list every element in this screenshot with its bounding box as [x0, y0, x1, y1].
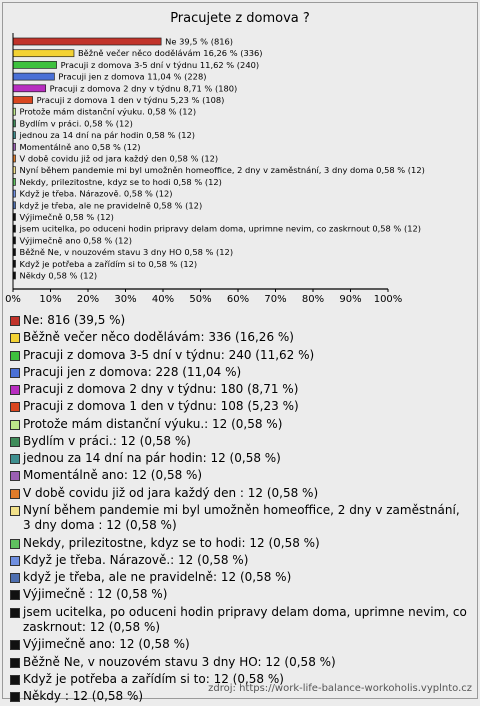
legend-swatch [10, 675, 20, 685]
source-note: zdroj: https://work-life-balance-workoholis.vyplnto.cz [208, 683, 472, 694]
legend-label: Pracuji z domova 2 dny v týdnu: 180 (8,71 %) [23, 382, 299, 396]
legend-label: jsem ucitelka, po oduceni hodin pripravy delam doma, uprimne nevim, co zaskrnout: 12 (0,58 %) [23, 604, 467, 635]
legend-item [8, 313, 470, 329]
legend-swatch [10, 692, 20, 702]
legend-swatch [10, 573, 20, 583]
legend-label: Výjimečně : 12 (0,58 %) [23, 587, 168, 602]
legend-swatch [10, 385, 20, 395]
legend-item [8, 570, 470, 586]
bar-label-6: Protože mám distanční výuku. 0,58 % (12) [19, 106, 197, 117]
legend-item [8, 637, 470, 653]
legend-swatch [10, 556, 20, 566]
x-tick-label-10: 100% [373, 294, 403, 305]
legend-item [8, 553, 470, 569]
bar-label-11: Nyní během pandemie mi byl umožněn homeoffice, 2 dny v zaměstnání, 3 dny doma 0,58 % (12) [19, 165, 425, 176]
bar-label-2: Pracuji z domova 3-5 dní v týdnu 11,62 % (240) [60, 59, 260, 70]
bar-label-12: Nekdy, prilezitostne, kdyz se to hodi 0,58 % (12) [19, 176, 222, 187]
legend-swatch [10, 333, 20, 343]
bar-0 [13, 38, 161, 45]
legend-swatch [10, 506, 20, 516]
bar-label-0: Ne 39,5 % (816) [165, 36, 234, 47]
legend-label: Běžně večer něco dodělávám: 336 (16,26 %) [23, 330, 294, 345]
bar-label-16: jsem ucitelka, po oduceni hodin pripravy delam doma, uprimne nevim, co zaskrnout 0,58 % (12) [19, 223, 421, 234]
legend-label: Když je potřeba a zařídím si to: 12 (0,58 %) [23, 671, 284, 686]
legend-item [8, 605, 470, 636]
bar-label-8: jednou za 14 dní na pár hodin 0,58 % (12) [19, 130, 195, 141]
legend-swatch [10, 590, 20, 600]
bars-layer [13, 37, 425, 281]
legend-item [8, 503, 470, 534]
legend-label: Výjimečně ano: 12 (0,58 %) [23, 637, 190, 652]
bar-label-20: Někdy 0,58 % (12) [19, 270, 98, 281]
legend-item [8, 330, 470, 346]
legend-label: Běžně Ne, v nouzovém stavu 3 dny HO: 12 (0,58 %) [23, 654, 336, 669]
bar-5 [13, 97, 33, 104]
legend-swatch [10, 316, 20, 326]
legend-swatch [10, 471, 20, 481]
bar-plot [5, 33, 470, 305]
legend-label: když je třeba, ale ne pravidelně: 12 (0,58 %) [23, 570, 292, 585]
bar-label-14: když je třeba, ale ne pravidelně 0,58 % (12) [19, 200, 203, 211]
x-tick-label-0: 0% [5, 294, 21, 305]
bar-label-15: Výjimečně 0,58 % (12) [19, 212, 114, 222]
legend-label: Momentálně ano: 12 (0,58 %) [23, 468, 203, 483]
bar-label-5: Pracuji z domova 1 den v týdnu 5,23 % (108) [36, 95, 225, 105]
legend-label: jednou za 14 dní na pár hodin: 12 (0,58 %) [23, 451, 281, 465]
bar-4 [13, 85, 46, 92]
legend-label: Pracuji jen z domova: 228 (11,04 %) [23, 364, 242, 379]
legend-label: Nyní během pandemie mi byl umožněn homeoffice, 2 dny v zaměstnání, 3 dny doma : 12 (0,58 %) [23, 502, 460, 533]
legend-item [8, 451, 470, 467]
legend-label: Pracuji z domova 1 den v týdnu: 108 (5,23 %) [23, 399, 299, 414]
legend-label: V době covidu již od jara každý den : 12 (0,58 %) [23, 485, 319, 500]
bar-label-7: Bydlím v práci. 0,58 % (12) [19, 118, 133, 129]
legend-item [8, 434, 470, 450]
bar-label-13: Když je třeba. Nárazově. 0,58 % (12) [19, 188, 173, 199]
legend-item [8, 417, 470, 433]
legend-swatch [10, 608, 20, 618]
x-tick-label-6: 60% [226, 294, 250, 305]
legend-swatch [10, 640, 20, 650]
bar-label-19: Když je potřeba a zařídím si to 0,58 % (12) [19, 258, 198, 269]
legend-swatch [10, 454, 20, 464]
legend-swatch [10, 437, 20, 447]
bar-3 [13, 73, 54, 80]
legend-item [8, 587, 470, 603]
legend-item [8, 486, 470, 502]
legend-item [8, 468, 470, 484]
bar-label-3: Pracuji jen z domova 11,04 % (228) [58, 71, 207, 82]
legend-swatch [10, 368, 20, 378]
x-tick-label-5: 50% [189, 294, 212, 305]
legend-swatch [10, 539, 20, 549]
x-tick-label-2: 20% [76, 294, 100, 305]
x-tick-label-4: 40% [151, 294, 175, 305]
bar-2 [13, 61, 57, 68]
legend-label: Někdy : 12 (0,58 %) [23, 689, 144, 704]
x-tick-label-3: 30% [114, 294, 137, 305]
chart-title: Pracujete z domova ? [170, 11, 310, 26]
legend-label: Když je třeba. Nárazově.: 12 (0,58 %) [23, 552, 249, 567]
legend-swatch [10, 658, 20, 668]
bar-label-4: Pracuji z domova 2 dny v týdnu 8,71 % (180) [49, 83, 238, 94]
legend-item [8, 382, 470, 398]
bar-label-10: V době covidu již od jara každý den 0,58 % (12) [19, 153, 219, 164]
legend-swatch [10, 489, 20, 499]
legend-item [8, 348, 470, 364]
legend-item [8, 536, 470, 552]
bar-label-17: Výjimečně ano 0,58 % (12) [19, 235, 132, 246]
x-tick-label-9: 90% [339, 294, 362, 305]
legend [8, 313, 470, 706]
x-tick-label-1: 10% [39, 294, 62, 305]
x-tick-label-8: 80% [301, 294, 325, 305]
legend-label: Pracuji z domova 3-5 dní v týdnu: 240 (11,62 %) [23, 347, 315, 362]
bar-label-18: Běžně Ne, v nouzovém stavu 3 dny HO 0,58 % (12) [19, 247, 234, 258]
legend-label: Protože mám distanční výuku.: 12 (0,58 %) [23, 416, 283, 431]
x-tick-label-7: 70% [264, 294, 287, 305]
legend-item [8, 655, 470, 671]
bar-label-1: Běžně večer něco dodělávám 16,26 % (336) [77, 48, 263, 59]
legend-label: Nekdy, prilezitostne, kdyz se to hodi: 12 (0,58 %) [23, 535, 320, 550]
legend-swatch [10, 420, 20, 430]
legend-swatch [10, 402, 20, 412]
bar-label-9: Momentálně ano 0,58 % (12) [19, 141, 141, 152]
legend-label: Ne: 816 (39,5 %) [23, 313, 126, 327]
legend-item [8, 399, 470, 415]
legend-label: Bydlím v práci.: 12 (0,58 %) [23, 433, 191, 448]
legend-swatch [10, 351, 20, 361]
bar-1 [13, 50, 74, 57]
legend-item [8, 365, 470, 381]
